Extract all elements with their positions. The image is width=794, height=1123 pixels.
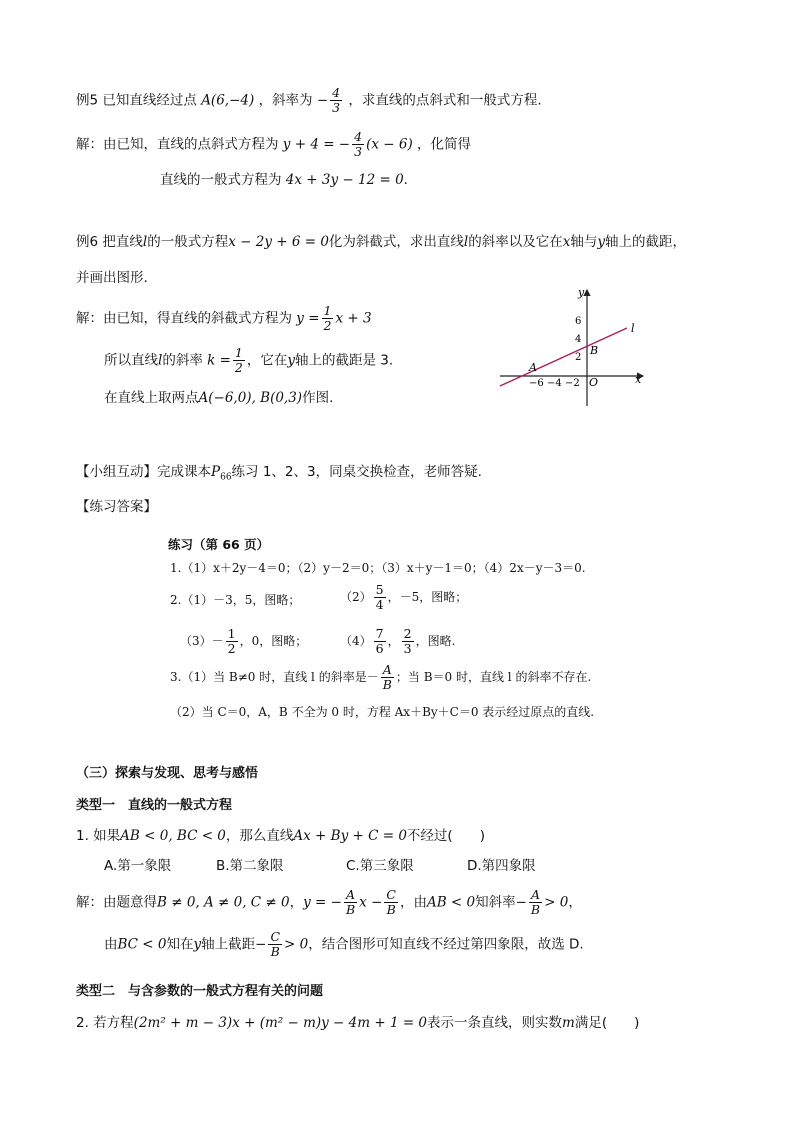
option-a[interactable]: A.第一象限	[104, 858, 172, 874]
problem2: 2. 若方程(2m² + m − 3)x + (m² − m)y − 4m + 1 = 0表示一条直线，则实数m满足( )	[76, 1015, 640, 1031]
answer-q1: 1.（1）x＋2y－4＝0；（2）y－2＝0；（3）x＋y－1＝0；（4）2x－y－3＝0.	[170, 561, 586, 575]
ex5-solution-fraction: $\frac{4}{3}$	[354, 129, 363, 159]
ex5-slope-fraction: $\frac{4}{3}$	[332, 85, 341, 115]
line-graph	[495, 284, 655, 410]
y-axis-label: y	[578, 286, 585, 299]
ex6-k-fraction: $\frac{1}{2}$	[234, 345, 243, 375]
x-tick-neg6: −6	[529, 378, 544, 389]
y-tick-6: 6	[575, 316, 582, 327]
solution1-line1: 解：由题意得B ≠ 0, A ≠ 0, C ≠ 0，y = − $\frac{A}{B}$ x − $\frac{C}{B}$ ，由AB < 0知斜率− $\frac{A}{B}$ > 0，	[76, 887, 582, 917]
ex5-solution-line1: 解：由已知，直线的点斜式方程为 y + 4 = − $\frac{4}{3}$ (x − 6) ，化简得	[76, 129, 472, 159]
line-label: l	[631, 322, 635, 335]
ex5-statement: 例5 已知直线经过点 A(6,−4) ，斜率为 − $\frac{4}{3}$ ，求直线的点斜式和一般式方程.	[76, 85, 542, 115]
point-a-label: A	[529, 361, 537, 374]
problem1: 1. 如果AB < 0, BC < 0，那么直线Ax + By + C = 0不经过( )	[76, 828, 485, 844]
x-tick-neg4: −4	[547, 378, 562, 389]
y-tick-2: 2	[575, 352, 582, 363]
ex6-statement-line1: 例6 把直线l的一般式方程x − 2y + 6 = 0化为斜截式，求出直线l的斜率以及它在x轴与y轴上的截距，	[76, 234, 687, 250]
ex6-slope-fraction: $\frac{1}{2}$	[323, 303, 332, 333]
practice-title: 练习（第 66 页）	[168, 537, 270, 552]
ex6-statement-line2: 并画出图形.	[76, 270, 148, 286]
ex6-solution-line2: 所以直线l的斜率 k = $\frac{1}{2}$ ，它在y轴上的截距是 3.	[104, 345, 394, 375]
ex5-general-form: 直线的一般式方程为 4x + 3y − 12 = 0.	[160, 172, 408, 188]
y-tick-4: 4	[575, 334, 582, 345]
ex6-solution-line1: 解：由已知，得直线的斜截式方程为 y = $\frac{1}{2}$ x + 3	[76, 303, 372, 333]
x-axis-label: x	[635, 373, 642, 386]
ex6-solution-line3: 在直线上取两点A(−6,0), B(0,3)作图.	[104, 390, 334, 406]
answer-q2-2: （2） $\frac{5}{4}$ ，－5，图略；	[340, 582, 468, 612]
x-tick-neg2: −2	[565, 378, 580, 389]
type2-heading: 类型二 与含参数的一般式方程有关的问题	[76, 984, 324, 999]
option-b[interactable]: B.第二象限	[216, 858, 284, 874]
point-b-label: B	[590, 344, 599, 357]
answers-label: 【练习答案】	[76, 499, 157, 515]
origin-label: O	[589, 376, 599, 389]
option-d[interactable]: D.第四象限	[467, 858, 536, 874]
line-l	[500, 328, 627, 386]
answer-q3-1: 3.（1）当 B≠0 时，直线 l 的斜率是－ $\frac{A}{B}$ ；当 B＝0 时，直线 l 的斜率不存在.	[170, 662, 592, 692]
answer-q2-3: （3）－ $\frac{1}{2}$ ，0，图略；	[180, 626, 308, 656]
section-title: （三）探索与发现、思考与感悟	[76, 766, 259, 781]
answer-q2-4: （4） $\frac{7}{6}$ ， $\frac{2}{3}$ ，图略.	[340, 626, 456, 656]
option-c[interactable]: C.第三象限	[346, 858, 414, 874]
solution1-line2: 由BC < 0知在y轴上截距− $\frac{C}{B}$ > 0，结合图形可知直线不经过第四象限，故选 D.	[104, 929, 584, 959]
type1-heading: 类型一 直线的一般式方程	[76, 798, 233, 813]
answer-q3-2: （2）当 C＝0，A，B 不全为 0 时，方程 Ax＋By＋C＝0 表示经过原点的直线.	[170, 705, 595, 719]
group-interaction: 【小组互动】完成课本$P_{66}$练习 1、2、3，同桌交换检查，老师答疑.	[76, 464, 482, 483]
ex5-point: A(6,−4)	[201, 92, 255, 109]
answer-q2-1: 2.（1）－3，5，图略；	[170, 593, 301, 607]
